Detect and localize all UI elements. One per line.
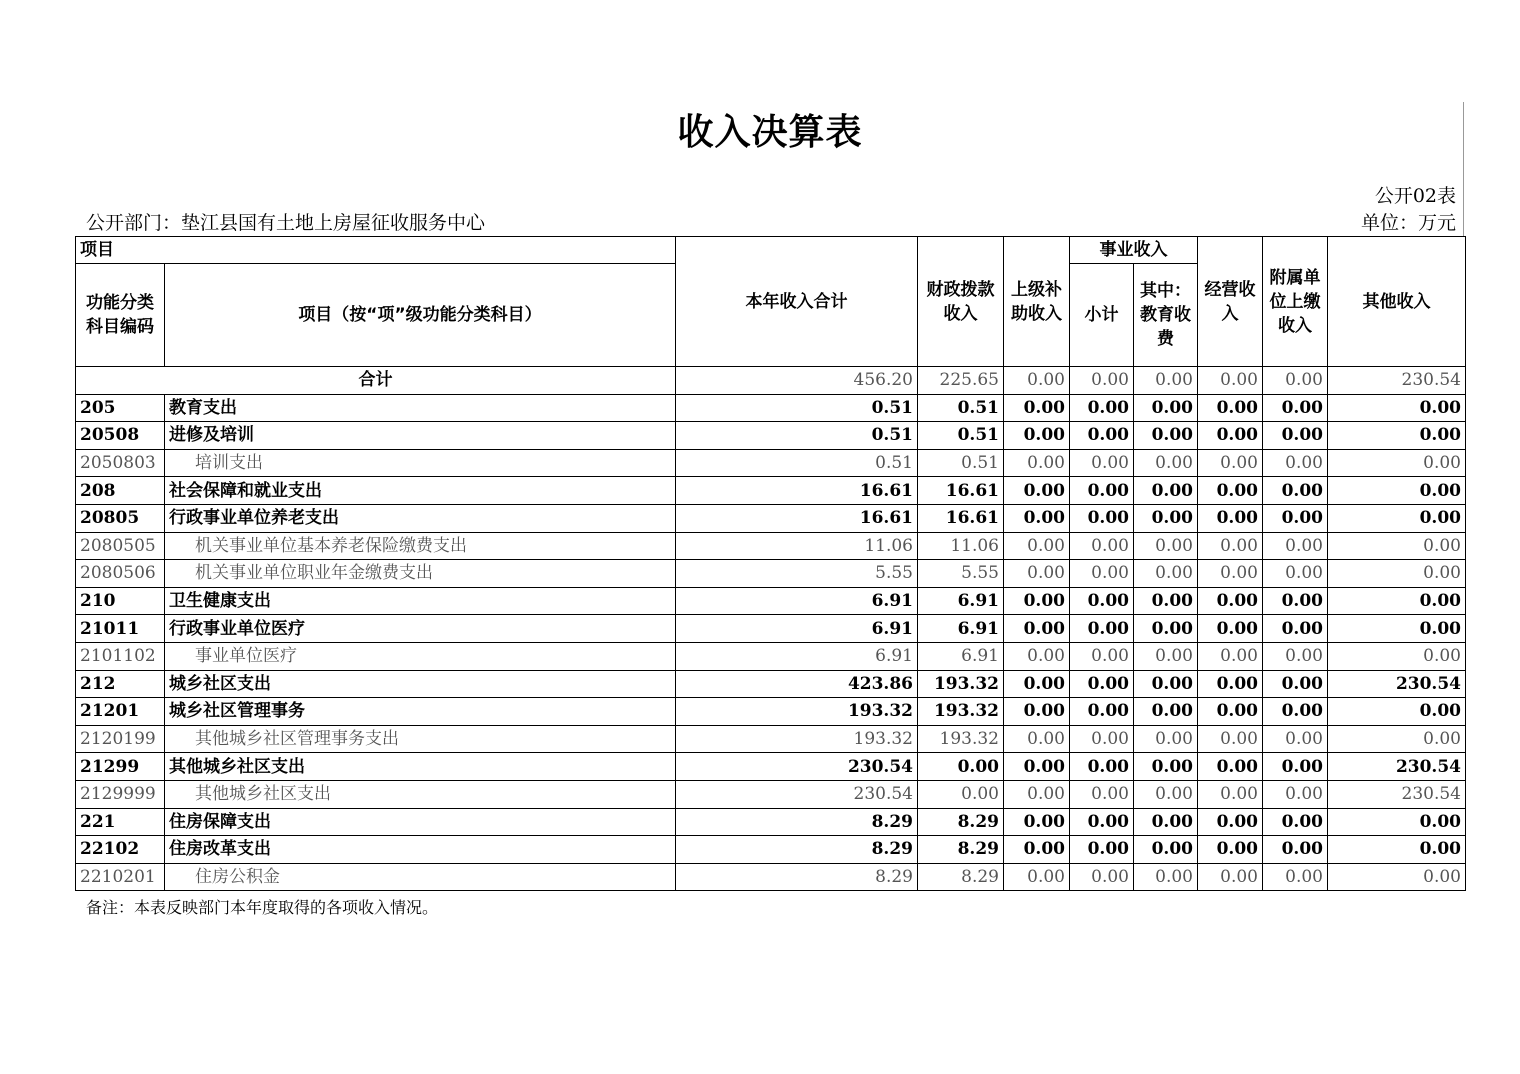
row-value: 0.00 (1004, 863, 1070, 891)
row-code: 208 (76, 477, 165, 505)
row-value: 423.86 (676, 670, 918, 698)
row-value: 5.55 (918, 560, 1004, 588)
table-row (76, 560, 1466, 588)
row-name: 行政事业单位医疗 (165, 615, 676, 643)
row-value: 0.00 (1328, 615, 1466, 643)
row-value: 0.00 (1134, 753, 1198, 781)
row-value: 0.51 (918, 422, 1004, 450)
row-value: 0.00 (1198, 836, 1263, 864)
row-value: 0.00 (1134, 560, 1198, 588)
row-code: 21011 (76, 615, 165, 643)
table-row (76, 863, 1466, 891)
row-value: 0.00 (1198, 422, 1263, 450)
row-name: 机关事业单位基本养老保险缴费支出 (165, 532, 676, 560)
row-value: 193.32 (918, 670, 1004, 698)
row-value: 0.00 (1004, 394, 1070, 422)
row-value: 0.00 (1134, 504, 1198, 532)
row-value: 0.00 (1198, 394, 1263, 422)
row-value: 0.00 (1070, 863, 1134, 891)
row-value: 0.00 (1263, 615, 1328, 643)
row-code: 2050803 (76, 449, 165, 477)
total-value: 0.00 (1070, 367, 1134, 395)
row-value: 0.00 (1070, 477, 1134, 505)
table-row (76, 532, 1466, 560)
row-value: 0.51 (918, 394, 1004, 422)
row-value: 193.32 (918, 698, 1004, 726)
row-value: 0.00 (1134, 642, 1198, 670)
row-value: 0.00 (1134, 670, 1198, 698)
row-value: 0.00 (1263, 698, 1328, 726)
row-value: 0.00 (1004, 532, 1070, 560)
row-value: 0.00 (1070, 422, 1134, 450)
total-value: 225.65 (918, 367, 1004, 395)
row-value: 0.00 (1070, 808, 1134, 836)
row-value: 0.00 (1198, 863, 1263, 891)
row-name: 教育支出 (165, 394, 676, 422)
row-value: 230.54 (1328, 670, 1466, 698)
total-value: 456.20 (676, 367, 918, 395)
row-value: 8.29 (918, 863, 1004, 891)
row-value: 0.00 (1198, 532, 1263, 560)
row-value: 0.00 (1070, 780, 1134, 808)
row-value: 0.00 (1134, 449, 1198, 477)
form-number: 公开02表 (1374, 185, 1456, 207)
row-value: 16.61 (918, 504, 1004, 532)
row-value: 230.54 (676, 780, 918, 808)
table-row (76, 808, 1466, 836)
row-value: 0.00 (1328, 504, 1466, 532)
row-value: 230.54 (1328, 753, 1466, 781)
row-value: 0.51 (918, 449, 1004, 477)
row-value: 0.00 (1328, 836, 1466, 864)
row-value: 0.00 (1004, 698, 1070, 726)
total-value: 0.00 (1198, 367, 1263, 395)
header-subtotal: 小计 (1070, 264, 1134, 367)
table-row (76, 394, 1466, 422)
row-value: 0.00 (1328, 863, 1466, 891)
table-row (76, 477, 1466, 505)
row-value: 193.32 (676, 698, 918, 726)
row-value: 0.00 (1070, 560, 1134, 588)
row-name: 住房保障支出 (165, 808, 676, 836)
row-value: 8.29 (676, 836, 918, 864)
row-value: 0.00 (918, 753, 1004, 781)
row-value: 6.91 (918, 587, 1004, 615)
row-value: 0.00 (1004, 560, 1070, 588)
row-code: 22102 (76, 836, 165, 864)
row-value: 0.00 (1263, 477, 1328, 505)
table-row (76, 642, 1466, 670)
row-value: 0.00 (1070, 394, 1134, 422)
row-value: 0.00 (1134, 808, 1198, 836)
row-value: 5.55 (676, 560, 918, 588)
row-value: 0.00 (1070, 449, 1134, 477)
table-row (76, 587, 1466, 615)
row-value: 0.00 (1263, 504, 1328, 532)
row-value: 16.61 (676, 504, 918, 532)
row-value: 0.00 (1004, 670, 1070, 698)
row-value: 0.00 (1004, 504, 1070, 532)
header-total: 本年收入合计 (676, 237, 918, 367)
row-value: 0.00 (1328, 394, 1466, 422)
row-value: 0.00 (1263, 587, 1328, 615)
row-value: 0.00 (1328, 560, 1466, 588)
row-value: 0.00 (1070, 642, 1134, 670)
row-code: 2080505 (76, 532, 165, 560)
row-value: 0.00 (1070, 615, 1134, 643)
total-value: 0.00 (1134, 367, 1198, 395)
row-name: 城乡社区管理事务 (165, 698, 676, 726)
row-value: 0.00 (1263, 670, 1328, 698)
row-value: 0.00 (1263, 753, 1328, 781)
row-value: 0.51 (676, 394, 918, 422)
department-label: 公开部门：垫江县国有土地上房屋征收服务中心 (86, 212, 486, 234)
row-value: 0.00 (1070, 725, 1134, 753)
row-name: 机关事业单位职业年金缴费支出 (165, 560, 676, 588)
row-value: 0.00 (1328, 449, 1466, 477)
row-name: 行政事业单位养老支出 (165, 504, 676, 532)
row-code: 2120199 (76, 725, 165, 753)
row-value: 6.91 (918, 615, 1004, 643)
row-value: 0.00 (1198, 560, 1263, 588)
row-value: 0.00 (1134, 615, 1198, 643)
table-row (76, 780, 1466, 808)
unit-label: 单位：万元 (1360, 212, 1456, 234)
row-name: 社会保障和就业支出 (165, 477, 676, 505)
header-project: 项目 (76, 237, 676, 264)
row-code: 2080506 (76, 560, 165, 588)
row-value: 0.00 (918, 780, 1004, 808)
row-value: 193.32 (918, 725, 1004, 753)
table-row (76, 698, 1466, 726)
row-value: 0.00 (1004, 836, 1070, 864)
header-code: 功能分类科目编码 (76, 264, 165, 367)
row-value: 0.00 (1328, 422, 1466, 450)
total-row (76, 367, 1466, 395)
row-value: 0.00 (1070, 670, 1134, 698)
row-value: 0.00 (1198, 670, 1263, 698)
row-value: 0.00 (1328, 808, 1466, 836)
row-value: 0.00 (1328, 532, 1466, 560)
row-value: 0.00 (1134, 394, 1198, 422)
row-value: 0.00 (1004, 449, 1070, 477)
row-name: 住房改革支出 (165, 836, 676, 864)
row-value: 0.51 (676, 449, 918, 477)
row-code: 20805 (76, 504, 165, 532)
table-row (76, 615, 1466, 643)
row-value: 0.00 (1070, 504, 1134, 532)
row-value: 6.91 (676, 615, 918, 643)
row-value: 0.00 (1004, 725, 1070, 753)
row-value: 0.00 (1004, 587, 1070, 615)
row-value: 0.00 (1263, 422, 1328, 450)
row-name: 进修及培训 (165, 422, 676, 450)
row-value: 0.00 (1134, 532, 1198, 560)
table-row (76, 836, 1466, 864)
row-value: 0.00 (1263, 449, 1328, 477)
row-value: 0.00 (1198, 725, 1263, 753)
row-value: 0.00 (1004, 615, 1070, 643)
row-value: 0.00 (1328, 725, 1466, 753)
row-name: 事业单位医疗 (165, 642, 676, 670)
row-value: 0.00 (1328, 642, 1466, 670)
table-row (76, 670, 1466, 698)
row-value: 230.54 (676, 753, 918, 781)
row-name: 其他城乡社区管理事务支出 (165, 725, 676, 753)
total-value: 0.00 (1263, 367, 1328, 395)
table-row (76, 422, 1466, 450)
row-name: 卫生健康支出 (165, 587, 676, 615)
row-code: 2129999 (76, 780, 165, 808)
row-value: 0.00 (1263, 725, 1328, 753)
row-value: 0.00 (1134, 863, 1198, 891)
table-row (76, 753, 1466, 781)
row-value: 0.00 (1198, 587, 1263, 615)
total-value: 230.54 (1328, 367, 1466, 395)
row-value: 0.00 (1263, 836, 1328, 864)
row-name: 培训支出 (165, 449, 676, 477)
row-value: 0.00 (1134, 725, 1198, 753)
row-value: 0.00 (1004, 477, 1070, 505)
row-value: 0.00 (1070, 532, 1134, 560)
header-affiliated: 附属单位上缴收入 (1263, 237, 1328, 367)
row-value: 0.00 (1198, 780, 1263, 808)
row-value: 0.00 (1263, 394, 1328, 422)
row-value: 8.29 (676, 808, 918, 836)
row-value: 8.29 (918, 808, 1004, 836)
row-code: 221 (76, 808, 165, 836)
header-edu-fee: 其中：教育收费 (1134, 264, 1198, 367)
row-code: 21201 (76, 698, 165, 726)
row-value: 0.00 (1263, 642, 1328, 670)
row-value: 193.32 (676, 725, 918, 753)
table-row (76, 449, 1466, 477)
row-value: 0.00 (1004, 422, 1070, 450)
row-value: 230.54 (1328, 780, 1466, 808)
row-code: 205 (76, 394, 165, 422)
row-value: 0.00 (1198, 753, 1263, 781)
row-code: 212 (76, 670, 165, 698)
header-business: 事业收入 (1070, 237, 1198, 264)
row-value: 0.00 (1198, 808, 1263, 836)
row-value: 0.00 (1134, 587, 1198, 615)
row-value: 0.00 (1134, 422, 1198, 450)
row-code: 21299 (76, 753, 165, 781)
row-value: 16.61 (676, 477, 918, 505)
row-value: 0.00 (1134, 836, 1198, 864)
row-value: 0.00 (1263, 780, 1328, 808)
row-value: 0.51 (676, 422, 918, 450)
row-name: 住房公积金 (165, 863, 676, 891)
row-value: 8.29 (918, 836, 1004, 864)
row-value: 0.00 (1134, 780, 1198, 808)
row-value: 0.00 (1004, 642, 1070, 670)
row-value: 8.29 (676, 863, 918, 891)
row-value: 0.00 (1004, 753, 1070, 781)
row-value: 0.00 (1070, 587, 1134, 615)
row-value: 0.00 (1328, 477, 1466, 505)
row-value: 0.00 (1198, 615, 1263, 643)
table-row (76, 504, 1466, 532)
income-table (75, 236, 1466, 891)
row-code: 2101102 (76, 642, 165, 670)
row-value: 0.00 (1198, 642, 1263, 670)
row-code: 20508 (76, 422, 165, 450)
row-value: 0.00 (1263, 808, 1328, 836)
row-code: 210 (76, 587, 165, 615)
row-code: 2210201 (76, 863, 165, 891)
row-value: 16.61 (918, 477, 1004, 505)
row-value: 0.00 (1328, 587, 1466, 615)
header-superior: 上级补助收入 (1004, 237, 1070, 367)
row-value: 0.00 (1328, 698, 1466, 726)
row-name: 其他城乡社区支出 (165, 780, 676, 808)
table-row (76, 725, 1466, 753)
header-name: 项目（按“项”级功能分类科目） (165, 264, 676, 367)
row-value: 0.00 (1070, 836, 1134, 864)
row-value: 0.00 (1263, 560, 1328, 588)
row-value: 0.00 (1263, 863, 1328, 891)
row-value: 0.00 (1198, 449, 1263, 477)
row-value: 0.00 (1004, 780, 1070, 808)
header-other: 其他收入 (1328, 237, 1466, 367)
row-value: 0.00 (1134, 698, 1198, 726)
row-value: 11.06 (918, 532, 1004, 560)
row-value: 0.00 (1134, 477, 1198, 505)
header-operating: 经营收入 (1198, 237, 1263, 367)
row-value: 0.00 (1263, 532, 1328, 560)
row-value: 0.00 (1198, 504, 1263, 532)
row-name: 城乡社区支出 (165, 670, 676, 698)
row-name: 其他城乡社区支出 (165, 753, 676, 781)
row-value: 6.91 (676, 587, 918, 615)
footnote: 备注：本表反映部门本年度取得的各项收入情况。 (86, 898, 439, 917)
row-value: 0.00 (1004, 808, 1070, 836)
total-value: 0.00 (1004, 367, 1070, 395)
header-fiscal: 财政拨款收入 (918, 237, 1004, 367)
page-title: 收入决算表 (677, 112, 863, 153)
row-value: 6.91 (918, 642, 1004, 670)
row-value: 11.06 (676, 532, 918, 560)
row-value: 0.00 (1070, 753, 1134, 781)
row-value: 0.00 (1198, 698, 1263, 726)
total-label: 合计 (76, 367, 676, 395)
row-value: 0.00 (1198, 477, 1263, 505)
row-value: 6.91 (676, 642, 918, 670)
row-value: 0.00 (1070, 698, 1134, 726)
